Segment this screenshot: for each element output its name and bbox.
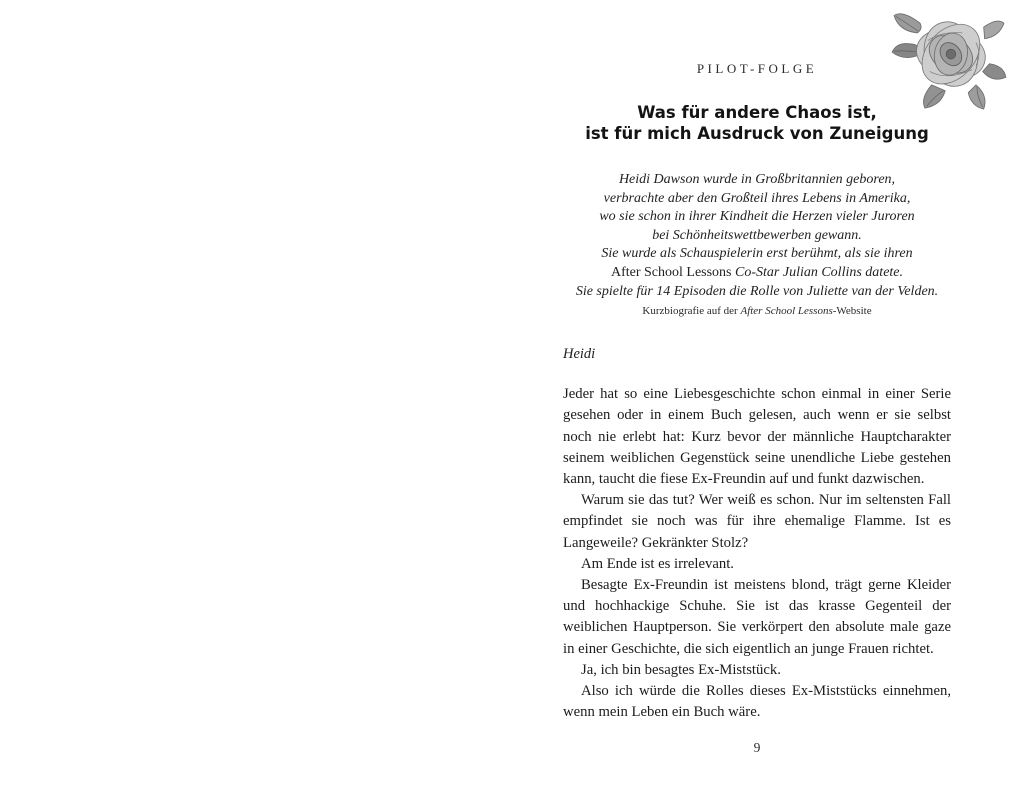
text-segment: After School Lessons: [740, 305, 833, 318]
chapter-title: [563, 102, 951, 144]
chapter-title-line1: Was für andere Chaos ist,: [637, 103, 877, 122]
body-text: [563, 384, 951, 723]
text-segment: Sie spielte für 14 Episoden die Rolle von Juliette van der Velden.: [575, 283, 939, 299]
text-segment: After School Lessons: [610, 264, 732, 280]
text-segment: wo sie schon in ihrer Kindheit die Herzen vieler Juroren: [599, 209, 915, 225]
paragraph: Jeder hat so eine Liebesgeschichte schon einmal in einer Serie gesehen oder in einem Buch gelesen, auch wenn er sie selbst noch nie erlebt hat: Kurz bevor der männliche Hauptcharakter seinem weiblichen Gegenstück seine unendliche Liebe gestehen kann, taucht die fiese Ex-Freundin auf und funkt dazwischen.: [563, 386, 951, 487]
paragraph: Am Ende ist es irrelevant.: [581, 555, 734, 572]
text-segment: -Website: [832, 305, 872, 318]
epigraph-line: [563, 227, 951, 246]
text-segment: Sie wurde als Schauspielerin erst berühmt, als sie ihren: [601, 246, 913, 262]
speaker-name: Heidi: [563, 346, 596, 363]
chapter-title-line2: ist für mich Ausdruck von Zuneigung: [585, 124, 929, 143]
paragraph: Warum sie das tut? Wer weiß es schon. Nur im seltensten Fall empfindet sie noch was für ihre ehemalige Flamme. Ist es Langeweile? Gekränkter Stolz?: [563, 492, 951, 551]
page-number: 9: [753, 740, 761, 755]
text-segment: verbrachte aber den Großteil ihres Lebens in Amerika,: [603, 190, 911, 206]
epigraph-line: [563, 264, 951, 283]
epigraph-line: [563, 208, 951, 227]
epigraph-line: [563, 190, 951, 209]
epigraph: [563, 171, 951, 301]
paragraph: Besagte Ex-Freundin ist meistens blond, trägt gerne Kleider und hochhackige Schuhe. Sie ist das krasse Gegenteil der weiblichen Hauptperson. Sie verkörpert den absolute male gaze in einer Geschichte, die sich eigentlich an junge Frauen richtet.: [563, 576, 951, 657]
chapter-header-label: PILOT-FOLGE: [696, 61, 818, 76]
epigraph-line: [563, 245, 951, 264]
right-page-content: [563, 0, 951, 723]
paragraph: Ja, ich bin besagtes Ex-Miststück.: [581, 661, 781, 678]
text-segment: Heidi Dawson wurde in Großbritannien geboren,: [618, 172, 896, 187]
text-segment: Kurzbiografie auf der: [642, 305, 741, 318]
paragraph: Also ich würde die Rolles dieses Ex-Miststücks einnehmen, wenn mein Leben ein Buch wäre.: [563, 683, 951, 721]
text-segment: Co-Star Julian Collins datete.: [731, 264, 904, 280]
text-segment: bei Schönheitswettbewerben gewann.: [652, 227, 862, 243]
epigraph-line: [563, 171, 951, 190]
epigraph-line: [563, 283, 951, 302]
epigraph-attribution: [563, 305, 951, 317]
